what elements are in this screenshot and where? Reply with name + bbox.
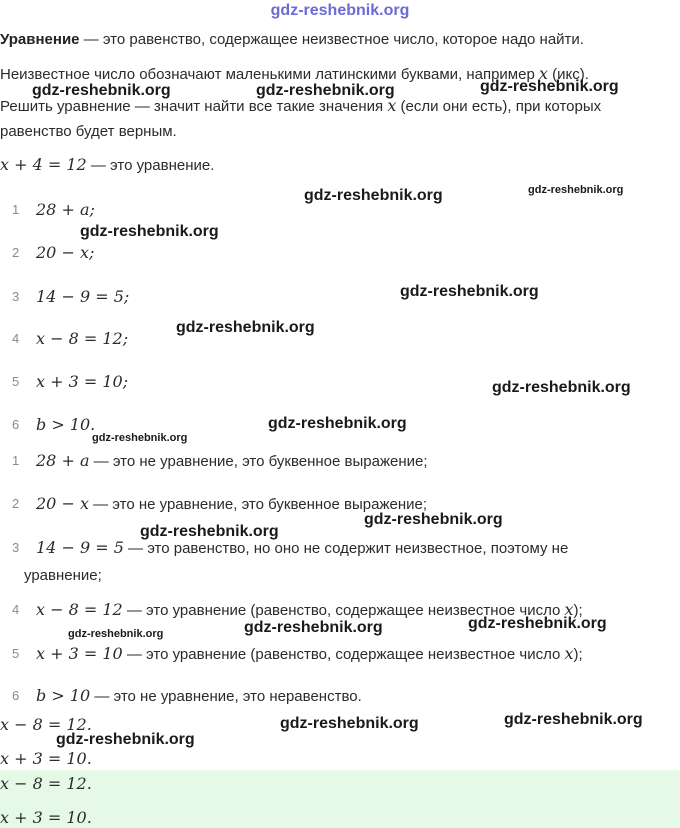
list-item-math: b > 10 xyxy=(36,686,91,705)
watermark: gdz-reshebnik.org xyxy=(56,731,195,748)
list-item xyxy=(36,644,583,665)
watermark: gdz-reshebnik.org xyxy=(400,283,539,300)
list-number: 3 xyxy=(12,289,20,304)
list-item xyxy=(36,686,362,707)
watermark: gdz-reshebnik.org xyxy=(304,187,443,204)
list-item-text: — это не уравнение, это буквенное выражение; xyxy=(89,453,428,470)
list-item-math: x + 3 = 10 xyxy=(36,644,123,663)
list-item-text: ); xyxy=(573,646,583,663)
watermark: gdz-reshebnik.org xyxy=(244,619,383,636)
list-item-math: 20 − x; xyxy=(36,243,95,262)
definition-text: — это равенство, содержащее неизвестное число, которое надо найти. xyxy=(79,31,584,48)
watermark: gdz-reshebnik.org xyxy=(280,715,419,732)
list-item-text: — это не уравнение, это буквенное выражение; xyxy=(88,496,427,513)
answer-green-line: x + 3 = 10. xyxy=(0,808,92,827)
intro-text: (икс). xyxy=(548,66,589,83)
list-item-math: 14 − 9 = 5; xyxy=(36,287,130,306)
watermark: gdz-reshebnik.org xyxy=(92,432,188,444)
list-number: 6 xyxy=(12,688,20,703)
answer-line: x + 3 = 10. xyxy=(0,749,92,768)
list-number: 2 xyxy=(12,496,20,511)
list-number: 1 xyxy=(12,453,20,468)
watermark: gdz-reshebnik.org xyxy=(492,379,631,396)
var-x: x xyxy=(564,600,574,619)
watermark: gdz-reshebnik.org xyxy=(268,415,407,432)
example-text: — это уравнение. xyxy=(86,157,215,174)
list-number: 5 xyxy=(12,646,20,661)
watermark: gdz-reshebnik.org xyxy=(68,628,164,640)
list-item xyxy=(36,451,428,472)
term-bold: Уравнение xyxy=(0,31,80,48)
list-item-math: x − 8 = 12; xyxy=(36,329,129,348)
intro-text: Решить уравнение — значит найти все такие значения xyxy=(0,98,388,115)
intro-text: Неизвестное число обозначают маленькими латинскими буквами, например xyxy=(0,66,539,83)
list-item-math: 20 − x xyxy=(36,494,89,513)
answer-line: x − 8 = 12. xyxy=(0,715,92,734)
list-item-text: ); xyxy=(573,602,583,619)
list-item-math: x + 3 = 10; xyxy=(36,372,129,391)
watermark: gdz-reshebnik.org xyxy=(364,511,503,528)
list-item-math: b > 10. xyxy=(36,415,96,434)
var-x: x xyxy=(387,96,397,115)
list-item-text: — это уравнение (равенство, содержащее неизвестное число xyxy=(122,602,565,619)
example-line xyxy=(0,155,214,176)
watermark: gdz-reshebnik.org xyxy=(480,78,619,95)
watermark: gdz-reshebnik.org xyxy=(140,523,279,540)
list-item-math: 28 + a xyxy=(36,451,90,470)
var-x: x xyxy=(538,64,549,83)
list-item-math: x − 8 = 12 xyxy=(36,600,123,619)
list-item-math: 28 + a; xyxy=(36,200,95,219)
list-item-text: — это уравнение (равенство, содержащее неизвестное число xyxy=(122,646,565,663)
list-number: 2 xyxy=(12,245,20,260)
intro-text: (если они есть), при которых xyxy=(396,98,602,115)
answer-green-line: x − 8 = 12. xyxy=(0,774,92,793)
list-number: 4 xyxy=(12,602,20,617)
var-x: x xyxy=(564,644,574,663)
list-number: 3 xyxy=(12,540,20,555)
list-item xyxy=(36,538,568,559)
answer-highlight xyxy=(0,770,680,828)
list-item-text: — это не уравнение, это неравенство. xyxy=(90,688,362,705)
example-math: x + 4 = 12 xyxy=(0,155,87,174)
watermark: gdz-reshebnik.org xyxy=(176,319,315,336)
list-item-text: — это равенство, но оно не содержит неизвестное, поэтому не xyxy=(123,540,569,557)
watermark: gdz-reshebnik.org xyxy=(256,82,395,99)
list-number: 6 xyxy=(12,417,20,432)
list-item-continuation: уравнение; xyxy=(24,567,102,584)
list-number: 5 xyxy=(12,374,20,389)
site-watermark-top: gdz-reshebnik.org xyxy=(270,2,410,19)
watermark: gdz-reshebnik.org xyxy=(528,184,624,196)
watermark: gdz-reshebnik.org xyxy=(32,82,171,99)
list-item-math: 14 − 9 = 5 xyxy=(36,538,124,557)
intro-line-4: равенство будет верным. xyxy=(0,123,177,140)
list-number: 1 xyxy=(12,202,20,217)
list-number: 4 xyxy=(12,331,20,346)
watermark: gdz-reshebnik.org xyxy=(80,223,219,240)
watermark: gdz-reshebnik.org xyxy=(468,615,607,632)
definition-line xyxy=(0,30,584,50)
watermark: gdz-reshebnik.org xyxy=(504,711,643,728)
